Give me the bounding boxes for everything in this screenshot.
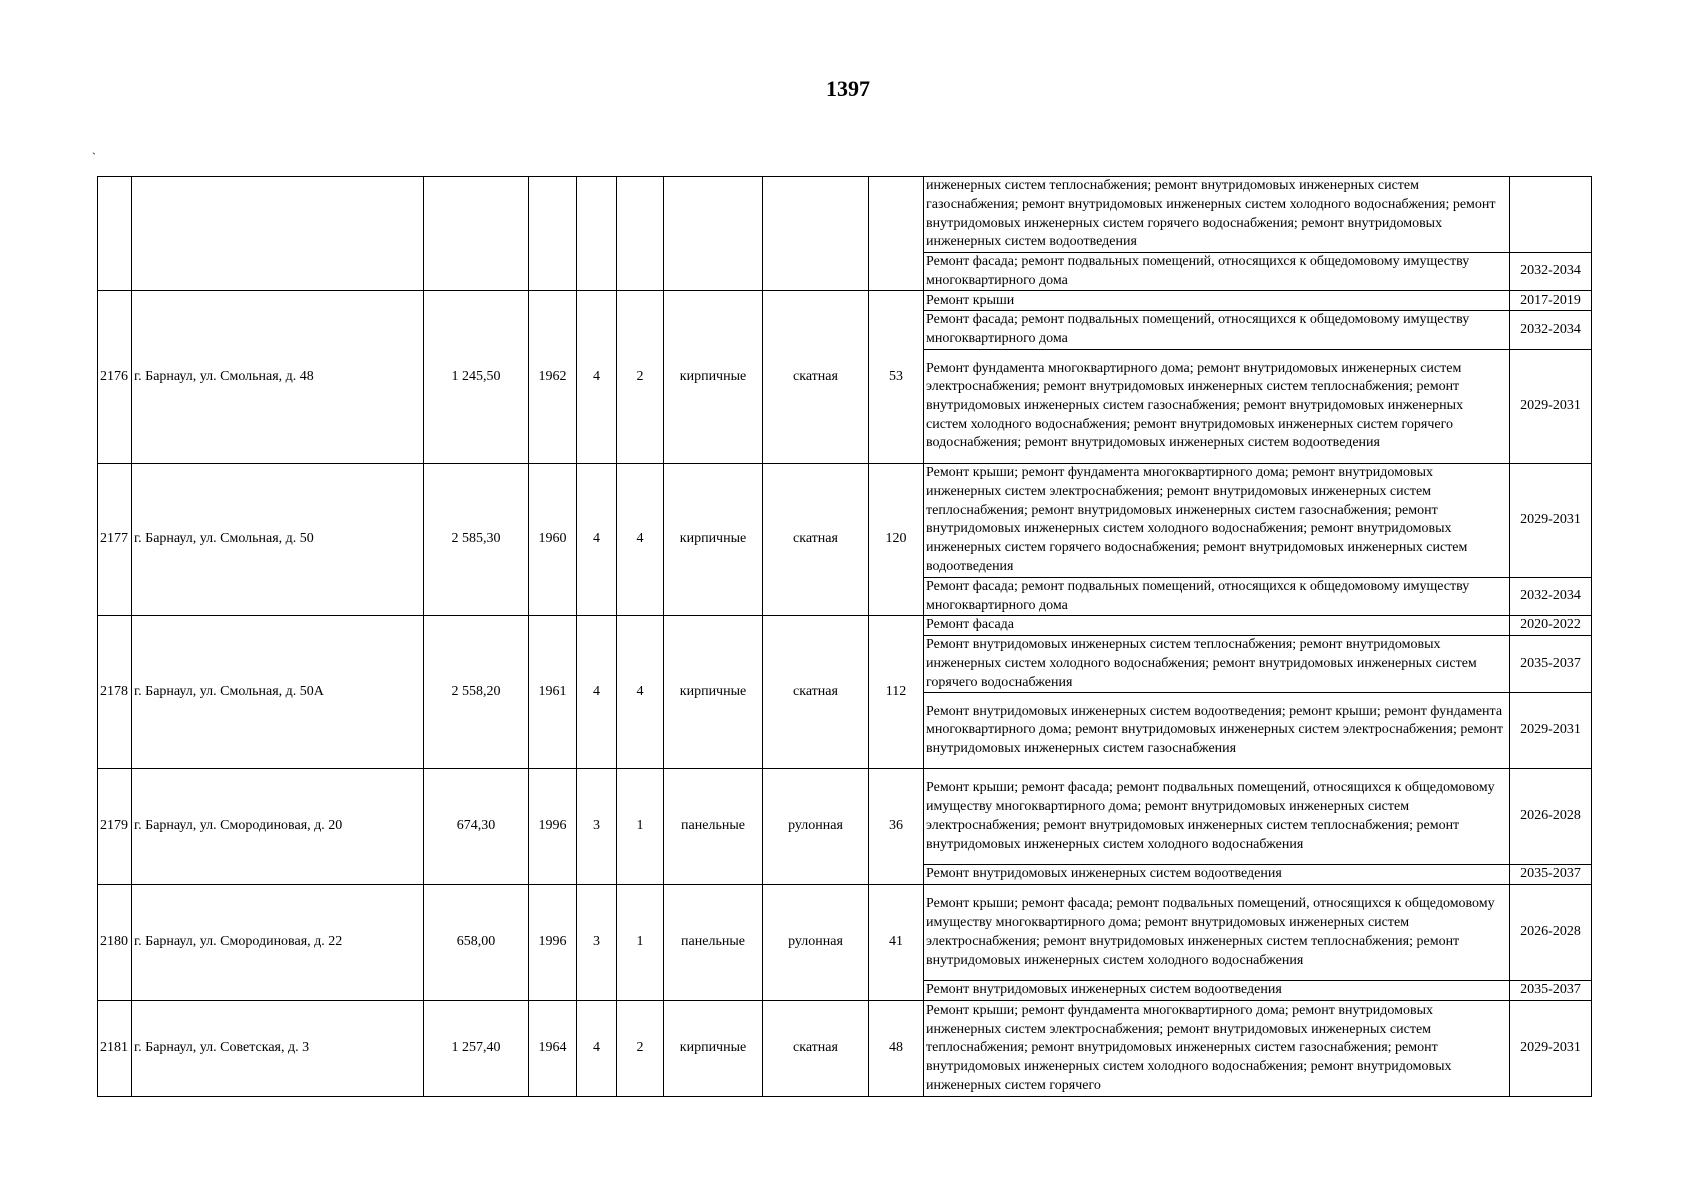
work-period: 2032-2034 xyxy=(1510,577,1592,615)
house-roof: скатная xyxy=(763,1001,869,1097)
house-entrances: 1 xyxy=(617,885,664,1001)
work-period: 2032-2034 xyxy=(1510,253,1592,291)
house-entrances: 4 xyxy=(617,616,664,769)
house-apartments: 112 xyxy=(869,616,924,769)
house-entrances: 2 xyxy=(617,291,664,463)
work-period: 2035-2037 xyxy=(1510,981,1592,1001)
house-year: 1962 xyxy=(529,291,577,463)
house-year: 1961 xyxy=(529,616,577,769)
house-entrances: 1 xyxy=(617,769,664,885)
house-number: 2179 xyxy=(98,769,132,885)
house-number: 2181 xyxy=(98,1001,132,1097)
house-walls: панельные xyxy=(664,769,763,885)
work-description: Ремонт фасада; ремонт подвальных помещений, относящихся к общедомовому имуществу многоквартирного дома xyxy=(924,311,1510,349)
registry-body xyxy=(98,177,1592,1097)
table-row xyxy=(98,616,1592,636)
house-apartments: 48 xyxy=(869,1001,924,1097)
work-description: Ремонт внутридомовых инженерных систем водоотведения xyxy=(924,981,1510,1001)
work-period: 2032-2034 xyxy=(1510,311,1592,349)
house-floors xyxy=(577,177,617,291)
house-number: 2177 xyxy=(98,463,132,615)
house-roof: скатная xyxy=(763,291,869,463)
house-address: г. Барнаул, ул. Смородиновая, д. 20 xyxy=(132,769,424,885)
house-floors: 3 xyxy=(577,769,617,885)
corner-mark: ` xyxy=(92,150,96,164)
work-period: 2026-2028 xyxy=(1510,885,1592,981)
table-row xyxy=(98,177,1592,253)
house-floors: 4 xyxy=(577,291,617,463)
house-number: 2180 xyxy=(98,885,132,1001)
house-apartments: 41 xyxy=(869,885,924,1001)
house-area: 1 257,40 xyxy=(424,1001,529,1097)
work-description: Ремонт фасада; ремонт подвальных помещений, относящихся к общедомовому имуществу многоквартирного дома xyxy=(924,253,1510,291)
house-walls: кирпичные xyxy=(664,291,763,463)
house-address: г. Барнаул, ул. Смольная, д. 50 xyxy=(132,463,424,615)
table-row xyxy=(98,769,1592,865)
house-area: 674,30 xyxy=(424,769,529,885)
page-number: 1397 xyxy=(826,76,870,101)
work-period: 2029-2031 xyxy=(1510,1001,1592,1097)
house-year xyxy=(529,177,577,291)
work-description: Ремонт внутридомовых инженерных систем водоотведения; ремонт крыши; ремонт фундамента многоквартирного дома; ремонт внутридомовых инженерных систем электроснабжения; ремонт внутридомовых инженерных систем газоснабжения xyxy=(924,693,1510,769)
house-area xyxy=(424,177,529,291)
house-apartments xyxy=(869,177,924,291)
house-apartments: 36 xyxy=(869,769,924,885)
work-description: Ремонт внутридомовых инженерных систем водоотведения xyxy=(924,865,1510,885)
house-entrances xyxy=(617,177,664,291)
house-area: 658,00 xyxy=(424,885,529,1001)
house-number: 2178 xyxy=(98,616,132,769)
table-row xyxy=(98,885,1592,981)
work-period: 2020-2022 xyxy=(1510,616,1592,636)
work-description: Ремонт крыши; ремонт фасада; ремонт подвальных помещений, относящихся к общедомовому имуществу многоквартирного дома; ремонт внутридомовых инженерных систем электроснабжения; ремонт внутридомовых инженерных систем теплоснабжения; ремонт внутридомовых инженерных систем холодного водоснабжения xyxy=(924,885,1510,981)
work-period: 2035-2037 xyxy=(1510,636,1592,693)
table-row xyxy=(98,1001,1592,1097)
house-entrances: 4 xyxy=(617,463,664,615)
house-year: 1964 xyxy=(529,1001,577,1097)
work-period: 2029-2031 xyxy=(1510,463,1592,577)
work-description: Ремонт фасада; ремонт подвальных помещений, относящихся к общедомовому имуществу многоквартирного дома xyxy=(924,577,1510,615)
house-year: 1996 xyxy=(529,769,577,885)
work-period: 2035-2037 xyxy=(1510,865,1592,885)
work-description: Ремонт крыши; ремонт фундамента многоквартирного дома; ремонт внутридомовых инженерных систем электроснабжения; ремонт внутридомовых инженерных систем теплоснабжения; ремонт внутридомовых инженерных систем газоснабжения; ремонт внутридомовых инженерных систем холодного водоснабжения; ремонт внутридомовых инженерных систем горячего xyxy=(924,1001,1510,1097)
house-floors: 4 xyxy=(577,616,617,769)
house-floors: 3 xyxy=(577,885,617,1001)
registry-table xyxy=(97,176,1592,1097)
work-description: Ремонт крыши xyxy=(924,291,1510,311)
house-walls: кирпичные xyxy=(664,463,763,615)
work-description: Ремонт крыши; ремонт фундамента многоквартирного дома; ремонт внутридомовых инженерных систем электроснабжения; ремонт внутридомовых инженерных систем теплоснабжения; ремонт внутридомовых инженерных систем газоснабжения; ремонт внутридомовых инженерных систем холодного водоснабжения; ремонт внутридомовых инженерных систем горячего водоснабжения; ремонт внутридомовых инженерных систем водоотведения xyxy=(924,463,1510,577)
work-description: Ремонт фундамента многоквартирного дома; ремонт внутридомовых инженерных систем электроснабжения; ремонт внутридомовых инженерных систем теплоснабжения; ремонт внутридомовых инженерных систем газоснабжения; ремонт внутридомовых инженерных систем холодного водоснабжения; ремонт внутридомовых инженерных систем горячего водоснабжения; ремонт внутридомовых инженерных систем водоотведения xyxy=(924,349,1510,463)
house-walls xyxy=(664,177,763,291)
house-number xyxy=(98,177,132,291)
house-roof: скатная xyxy=(763,616,869,769)
work-description: Ремонт фасада xyxy=(924,616,1510,636)
house-area: 2 558,20 xyxy=(424,616,529,769)
house-floors: 4 xyxy=(577,1001,617,1097)
work-period: 2029-2031 xyxy=(1510,349,1592,463)
work-description: Ремонт внутридомовых инженерных систем теплоснабжения; ремонт внутридомовых инженерных систем холодного водоснабжения; ремонт внутридомовых инженерных систем горячего водоснабжения xyxy=(924,636,1510,693)
house-address: г. Барнаул, ул. Советская, д. 3 xyxy=(132,1001,424,1097)
work-description: инженерных систем теплоснабжения; ремонт внутридомовых инженерных систем газоснабжения; ремонт внутридомовых инженерных систем холодного водоснабжения; ремонт внутридомовых инженерных систем горячего водоснабжения; ремонт внутридомовых инженерных систем водоотведения xyxy=(924,177,1510,253)
house-roof: скатная xyxy=(763,463,869,615)
house-floors: 4 xyxy=(577,463,617,615)
house-address: г. Барнаул, ул. Смольная, д. 50А xyxy=(132,616,424,769)
house-roof xyxy=(763,177,869,291)
house-number: 2176 xyxy=(98,291,132,463)
house-apartments: 120 xyxy=(869,463,924,615)
work-period xyxy=(1510,177,1592,253)
house-roof: рулонная xyxy=(763,769,869,885)
house-area: 2 585,30 xyxy=(424,463,529,615)
house-apartments: 53 xyxy=(869,291,924,463)
house-year: 1960 xyxy=(529,463,577,615)
house-address: г. Барнаул, ул. Смородиновая, д. 22 xyxy=(132,885,424,1001)
house-walls: кирпичные xyxy=(664,1001,763,1097)
house-year: 1996 xyxy=(529,885,577,1001)
house-walls: панельные xyxy=(664,885,763,1001)
table-row xyxy=(98,291,1592,311)
table-row xyxy=(98,463,1592,577)
work-period: 2017-2019 xyxy=(1510,291,1592,311)
work-period: 2029-2031 xyxy=(1510,693,1592,769)
work-period: 2026-2028 xyxy=(1510,769,1592,865)
house-walls: кирпичные xyxy=(664,616,763,769)
house-area: 1 245,50 xyxy=(424,291,529,463)
house-address xyxy=(132,177,424,291)
work-description: Ремонт крыши; ремонт фасада; ремонт подвальных помещений, относящихся к общедомовому имуществу многоквартирного дома; ремонт внутридомовых инженерных систем электроснабжения; ремонт внутридомовых инженерных систем теплоснабжения; ремонт внутридомовых инженерных систем холодного водоснабжения xyxy=(924,769,1510,865)
house-address: г. Барнаул, ул. Смольная, д. 48 xyxy=(132,291,424,463)
house-roof: рулонная xyxy=(763,885,869,1001)
house-entrances: 2 xyxy=(617,1001,664,1097)
